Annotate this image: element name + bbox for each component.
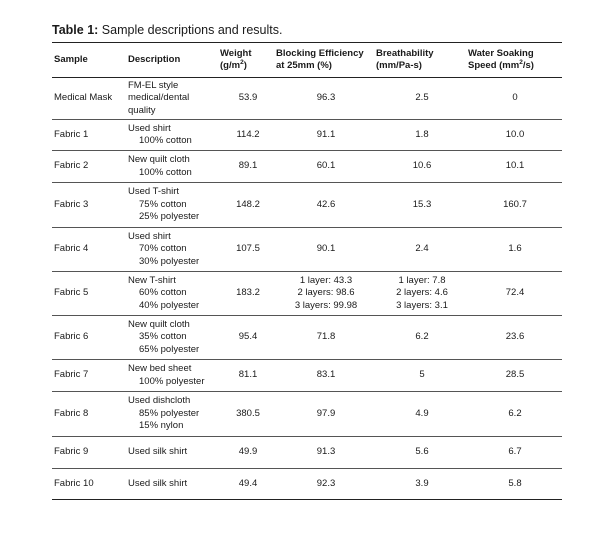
table-row xyxy=(52,120,562,151)
table-row xyxy=(52,272,562,316)
header-water-soaking xyxy=(468,43,562,78)
breathability-value: 2.4 xyxy=(415,243,429,255)
cell-weight: 49.9 xyxy=(238,446,258,458)
cell-sample: Fabric 1 xyxy=(54,128,89,140)
cell-breathability xyxy=(376,120,468,151)
cell-breathability xyxy=(376,151,468,183)
header-breathability xyxy=(376,43,468,78)
cell-breathability xyxy=(376,392,468,437)
cell-water-soaking: 10.1 xyxy=(505,160,525,172)
header-breath-line2: (mm/Pa-s) xyxy=(376,60,422,71)
cell-breathability xyxy=(376,469,468,500)
cell-weight: 380.5 xyxy=(236,407,260,419)
table-row xyxy=(52,78,562,120)
table-caption xyxy=(52,22,562,38)
breathability-value: 2 layers: 4.6 xyxy=(396,287,448,299)
header-blocking-line2: at 25mm (%) xyxy=(276,60,332,71)
cell-sample: Fabric 8 xyxy=(54,407,89,419)
breathability-value: 15.3 xyxy=(412,198,432,210)
cell-sample: Fabric 2 xyxy=(54,160,89,172)
description-line: medical/dental xyxy=(128,92,190,104)
table-figure xyxy=(52,22,562,500)
header-blocking xyxy=(276,43,376,78)
cell-sample: Fabric 5 xyxy=(54,287,89,299)
table-row xyxy=(52,228,562,272)
header-water-line1: Water Soaking xyxy=(468,47,534,59)
blocking-value: 90.1 xyxy=(316,243,336,255)
cell-water-soaking: 6.2 xyxy=(508,407,522,419)
header-weight-sup: 2 xyxy=(240,58,244,66)
description-line: New quilt cloth xyxy=(128,154,190,166)
breathability-value: 10.6 xyxy=(412,160,432,172)
header-weight-unit: (g/m xyxy=(220,60,241,71)
cell-water-soaking: 23.6 xyxy=(505,331,525,343)
blocking-value: 83.1 xyxy=(316,369,336,381)
cell-water-soaking: 72.4 xyxy=(505,287,525,299)
blocking-value: 42.6 xyxy=(316,198,336,210)
description-line: 100% cotton xyxy=(139,166,192,178)
breathability-value: 3.9 xyxy=(415,477,429,489)
cell-description xyxy=(128,120,220,151)
breathability-value: 3 layers: 3.1 xyxy=(396,299,448,311)
cell-water-soaking: 10.0 xyxy=(505,128,525,140)
cell-description xyxy=(128,183,220,228)
cell-weight: 148.2 xyxy=(236,198,260,210)
cell-description xyxy=(128,316,220,360)
cell-weight: 95.4 xyxy=(238,331,258,343)
header-description: Description xyxy=(128,53,181,65)
cell-sample: Fabric 4 xyxy=(54,243,89,255)
description-line: 70% cotton xyxy=(139,243,187,255)
cell-blocking xyxy=(276,392,376,437)
cell-description xyxy=(128,469,220,500)
description-line: 30% polyester xyxy=(139,255,200,267)
cell-blocking xyxy=(276,272,376,316)
description-line: 65% polyester xyxy=(139,343,200,355)
description-line: 100% cotton xyxy=(139,135,192,146)
cell-blocking xyxy=(276,316,376,360)
description-line: Used silk shirt xyxy=(128,446,188,458)
table-row xyxy=(52,183,562,228)
cell-water-soaking: 160.7 xyxy=(503,198,527,210)
cell-breathability xyxy=(376,272,468,316)
cell-breathability xyxy=(376,360,468,392)
blocking-value: 3 layers: 99.98 xyxy=(294,299,358,311)
table-row xyxy=(52,316,562,360)
description-line: 100% polyester xyxy=(139,375,205,387)
cell-blocking xyxy=(276,228,376,272)
table-row xyxy=(52,151,562,183)
cell-weight: 89.1 xyxy=(238,160,258,172)
table-row xyxy=(52,469,562,500)
header-breath-line1: Breathability xyxy=(376,47,434,59)
cell-sample: Fabric 3 xyxy=(54,198,89,210)
table-row xyxy=(52,392,562,437)
cell-blocking xyxy=(276,469,376,500)
description-line: FM-EL style xyxy=(128,79,179,91)
cell-description xyxy=(128,360,220,392)
cell-description xyxy=(128,392,220,437)
cell-blocking xyxy=(276,151,376,183)
description-line: New quilt cloth xyxy=(128,318,190,330)
cell-breathability xyxy=(376,437,468,469)
blocking-value: 2 layers: 98.6 xyxy=(297,287,355,299)
description-line: 35% cotton xyxy=(139,331,187,343)
breathability-value: 1 layer: 7.8 xyxy=(398,274,446,286)
header-blocking-line1: Blocking Efficiency xyxy=(276,47,364,59)
breathability-value: 2.5 xyxy=(415,92,429,104)
description-line: New bed sheet xyxy=(128,363,192,375)
cell-sample: Fabric 6 xyxy=(54,331,89,343)
breathability-value: 4.9 xyxy=(415,407,429,419)
header-row xyxy=(52,43,562,78)
description-line: quality xyxy=(128,104,156,116)
cell-blocking xyxy=(276,120,376,151)
cell-sample: Fabric 7 xyxy=(54,369,89,381)
header-water-sup: 2 xyxy=(519,58,523,66)
caption-label: Table 1: xyxy=(52,23,99,37)
header-weight xyxy=(220,43,276,78)
results-table xyxy=(52,42,562,500)
header-water-close: /s) xyxy=(522,60,534,71)
cell-weight: 81.1 xyxy=(238,369,258,381)
header-water-unit: Speed (mm xyxy=(468,60,520,71)
description-line: 25% polyester xyxy=(139,211,200,223)
blocking-value: 91.1 xyxy=(316,128,336,140)
header-water-line2 xyxy=(468,60,562,72)
description-line: Used shirt xyxy=(128,230,171,242)
blocking-value: 96.3 xyxy=(316,92,336,104)
header-sample: Sample xyxy=(54,53,88,65)
cell-breathability xyxy=(376,228,468,272)
caption-text: Sample descriptions and results. xyxy=(101,23,283,37)
cell-breathability xyxy=(376,183,468,228)
cell-description xyxy=(128,151,220,183)
cell-water-soaking: 6.7 xyxy=(508,446,522,458)
breathability-value: 6.2 xyxy=(415,331,429,343)
cell-breathability xyxy=(376,316,468,360)
cell-blocking xyxy=(276,437,376,469)
cell-water-soaking: 0 xyxy=(512,92,518,104)
cell-sample: Fabric 10 xyxy=(54,477,94,489)
description-line: Used shirt xyxy=(128,122,171,134)
description-line: 75% cotton xyxy=(139,198,187,210)
cell-blocking xyxy=(276,183,376,228)
blocking-value: 60.1 xyxy=(316,160,336,172)
description-line: Used silk shirt xyxy=(128,477,188,489)
cell-description xyxy=(128,272,220,316)
description-line: New T-shirt xyxy=(128,274,176,286)
cell-weight: 53.9 xyxy=(238,92,258,104)
header-weight-close: ) xyxy=(243,60,247,71)
table-row xyxy=(52,360,562,392)
cell-sample: Fabric 9 xyxy=(54,446,89,458)
blocking-value: 97.9 xyxy=(316,407,336,419)
cell-blocking xyxy=(276,360,376,392)
cell-weight: 49.4 xyxy=(238,477,258,489)
description-line: 40% polyester xyxy=(139,299,200,311)
breathability-value: 5 xyxy=(419,369,425,381)
cell-weight: 107.5 xyxy=(236,243,260,255)
cell-description xyxy=(128,78,220,120)
cell-water-soaking: 1.6 xyxy=(508,243,522,255)
table-row xyxy=(52,437,562,469)
cell-weight: 114.2 xyxy=(236,128,260,140)
description-line: 85% polyester xyxy=(139,407,200,419)
cell-sample: Medical Mask xyxy=(54,92,113,104)
cell-water-soaking: 5.8 xyxy=(508,477,522,489)
breathability-value: 5.6 xyxy=(415,446,429,458)
cell-blocking xyxy=(276,78,376,120)
description-line: Used T-shirt xyxy=(128,186,180,198)
description-line: Used dishcloth xyxy=(128,395,191,407)
description-line: 15% nylon xyxy=(139,420,184,432)
cell-description xyxy=(128,437,220,469)
header-weight-line1: Weight xyxy=(220,47,252,59)
cell-description xyxy=(128,228,220,272)
header-weight-line2 xyxy=(220,60,276,72)
blocking-value: 71.8 xyxy=(316,331,336,343)
blocking-value: 1 layer: 43.3 xyxy=(299,274,353,286)
cell-water-soaking: 28.5 xyxy=(505,369,525,381)
breathability-value: 1.8 xyxy=(415,128,429,140)
blocking-value: 91.3 xyxy=(316,446,336,458)
description-line: 60% cotton xyxy=(139,287,187,299)
cell-breathability xyxy=(376,78,468,120)
cell-weight: 183.2 xyxy=(236,287,260,299)
table-body xyxy=(52,78,562,500)
blocking-value: 92.3 xyxy=(316,477,336,489)
